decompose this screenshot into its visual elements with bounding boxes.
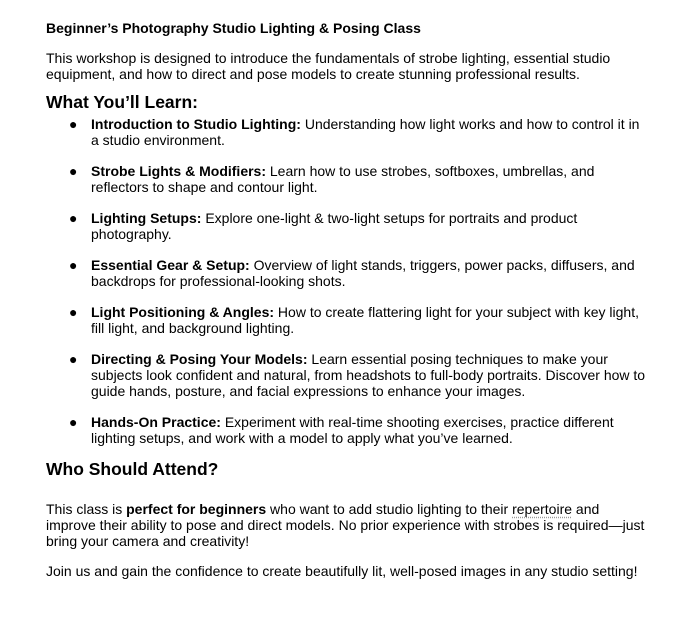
learn-heading: What You’ll Learn: [46,92,198,112]
list-item [46,351,646,399]
attend-paragraph [46,501,646,549]
list-item-term: Hands-On Practice: [91,414,221,430]
list-item [46,163,646,195]
list-item-term: Directing & Posing Your Models: [91,351,308,367]
list-item-description: Explore one-light & two-light setups for portraits and product photography. [91,210,578,242]
list-item-description: Experiment with real-time shooting exercises, practice different lighting setups, and work with a model to apply what you’ve learned. [91,414,614,446]
list-item-description: Understanding how light works and how to control it in a studio environment. [91,116,640,148]
list-item-term: Introduction to Studio Lighting: [91,116,301,132]
bullet-icon: ● [69,351,78,367]
bullet-icon: ● [69,257,78,273]
learn-list [46,116,646,446]
document-title: Beginner’s Photography Studio Lighting & Posing Class [46,20,421,36]
bullet-icon: ● [69,116,78,132]
list-item-term: Strobe Lights & Modifiers: [91,163,266,179]
spellcheck-flagged-word[interactable]: repertoire [512,501,573,517]
attend-emphasis: perfect for beginners [126,501,267,517]
intro-paragraph: This workshop is designed to introduce the fundamentals of strobe lighting, essential studio equipment, and how to direct and pose models to create stunning professional results. [46,50,611,82]
attend-text-middle: who want to add studio lighting to their [266,501,513,517]
attend-text-end: and improve their ability to pose and direct models. No prior experience with strobes is required—just bring your camera and creativity! [46,501,645,549]
document-page [46,19,646,593]
list-item [46,210,646,242]
attend-heading: Who Should Attend? [46,459,219,479]
bullet-icon: ● [69,163,78,179]
list-item-term: Essential Gear & Setup: [91,257,250,273]
list-item-description: How to create flattering light for your subject with key light, fill light, and background lighting. [91,304,639,336]
list-item-term: Lighting Setups: [91,210,202,226]
bullet-icon: ● [69,304,78,320]
bullet-icon: ● [69,414,78,430]
list-item [46,116,646,148]
closing-paragraph: Join us and gain the confidence to create beautifully lit, well-posed images in any studio setting! [46,563,638,579]
list-item-description: Learn essential posing techniques to make your subjects look confident and natural, from headshots to full-body portraits. Discover how to guide hands, posture, and facial expressions to enhance your images. [91,351,646,399]
list-item [46,257,646,289]
list-item [46,304,646,336]
list-item [46,414,646,446]
bullet-icon: ● [69,210,78,226]
attend-text-start: This class is [46,501,127,517]
list-item-description: Learn how to use strobes, softboxes, umbrellas, and reflectors to shape and contour light. [91,163,595,195]
list-item-term: Light Positioning & Angles: [91,304,275,320]
list-item-description: Overview of light stands, triggers, power packs, diffusers, and backdrops for professional-looking shots. [91,257,635,289]
